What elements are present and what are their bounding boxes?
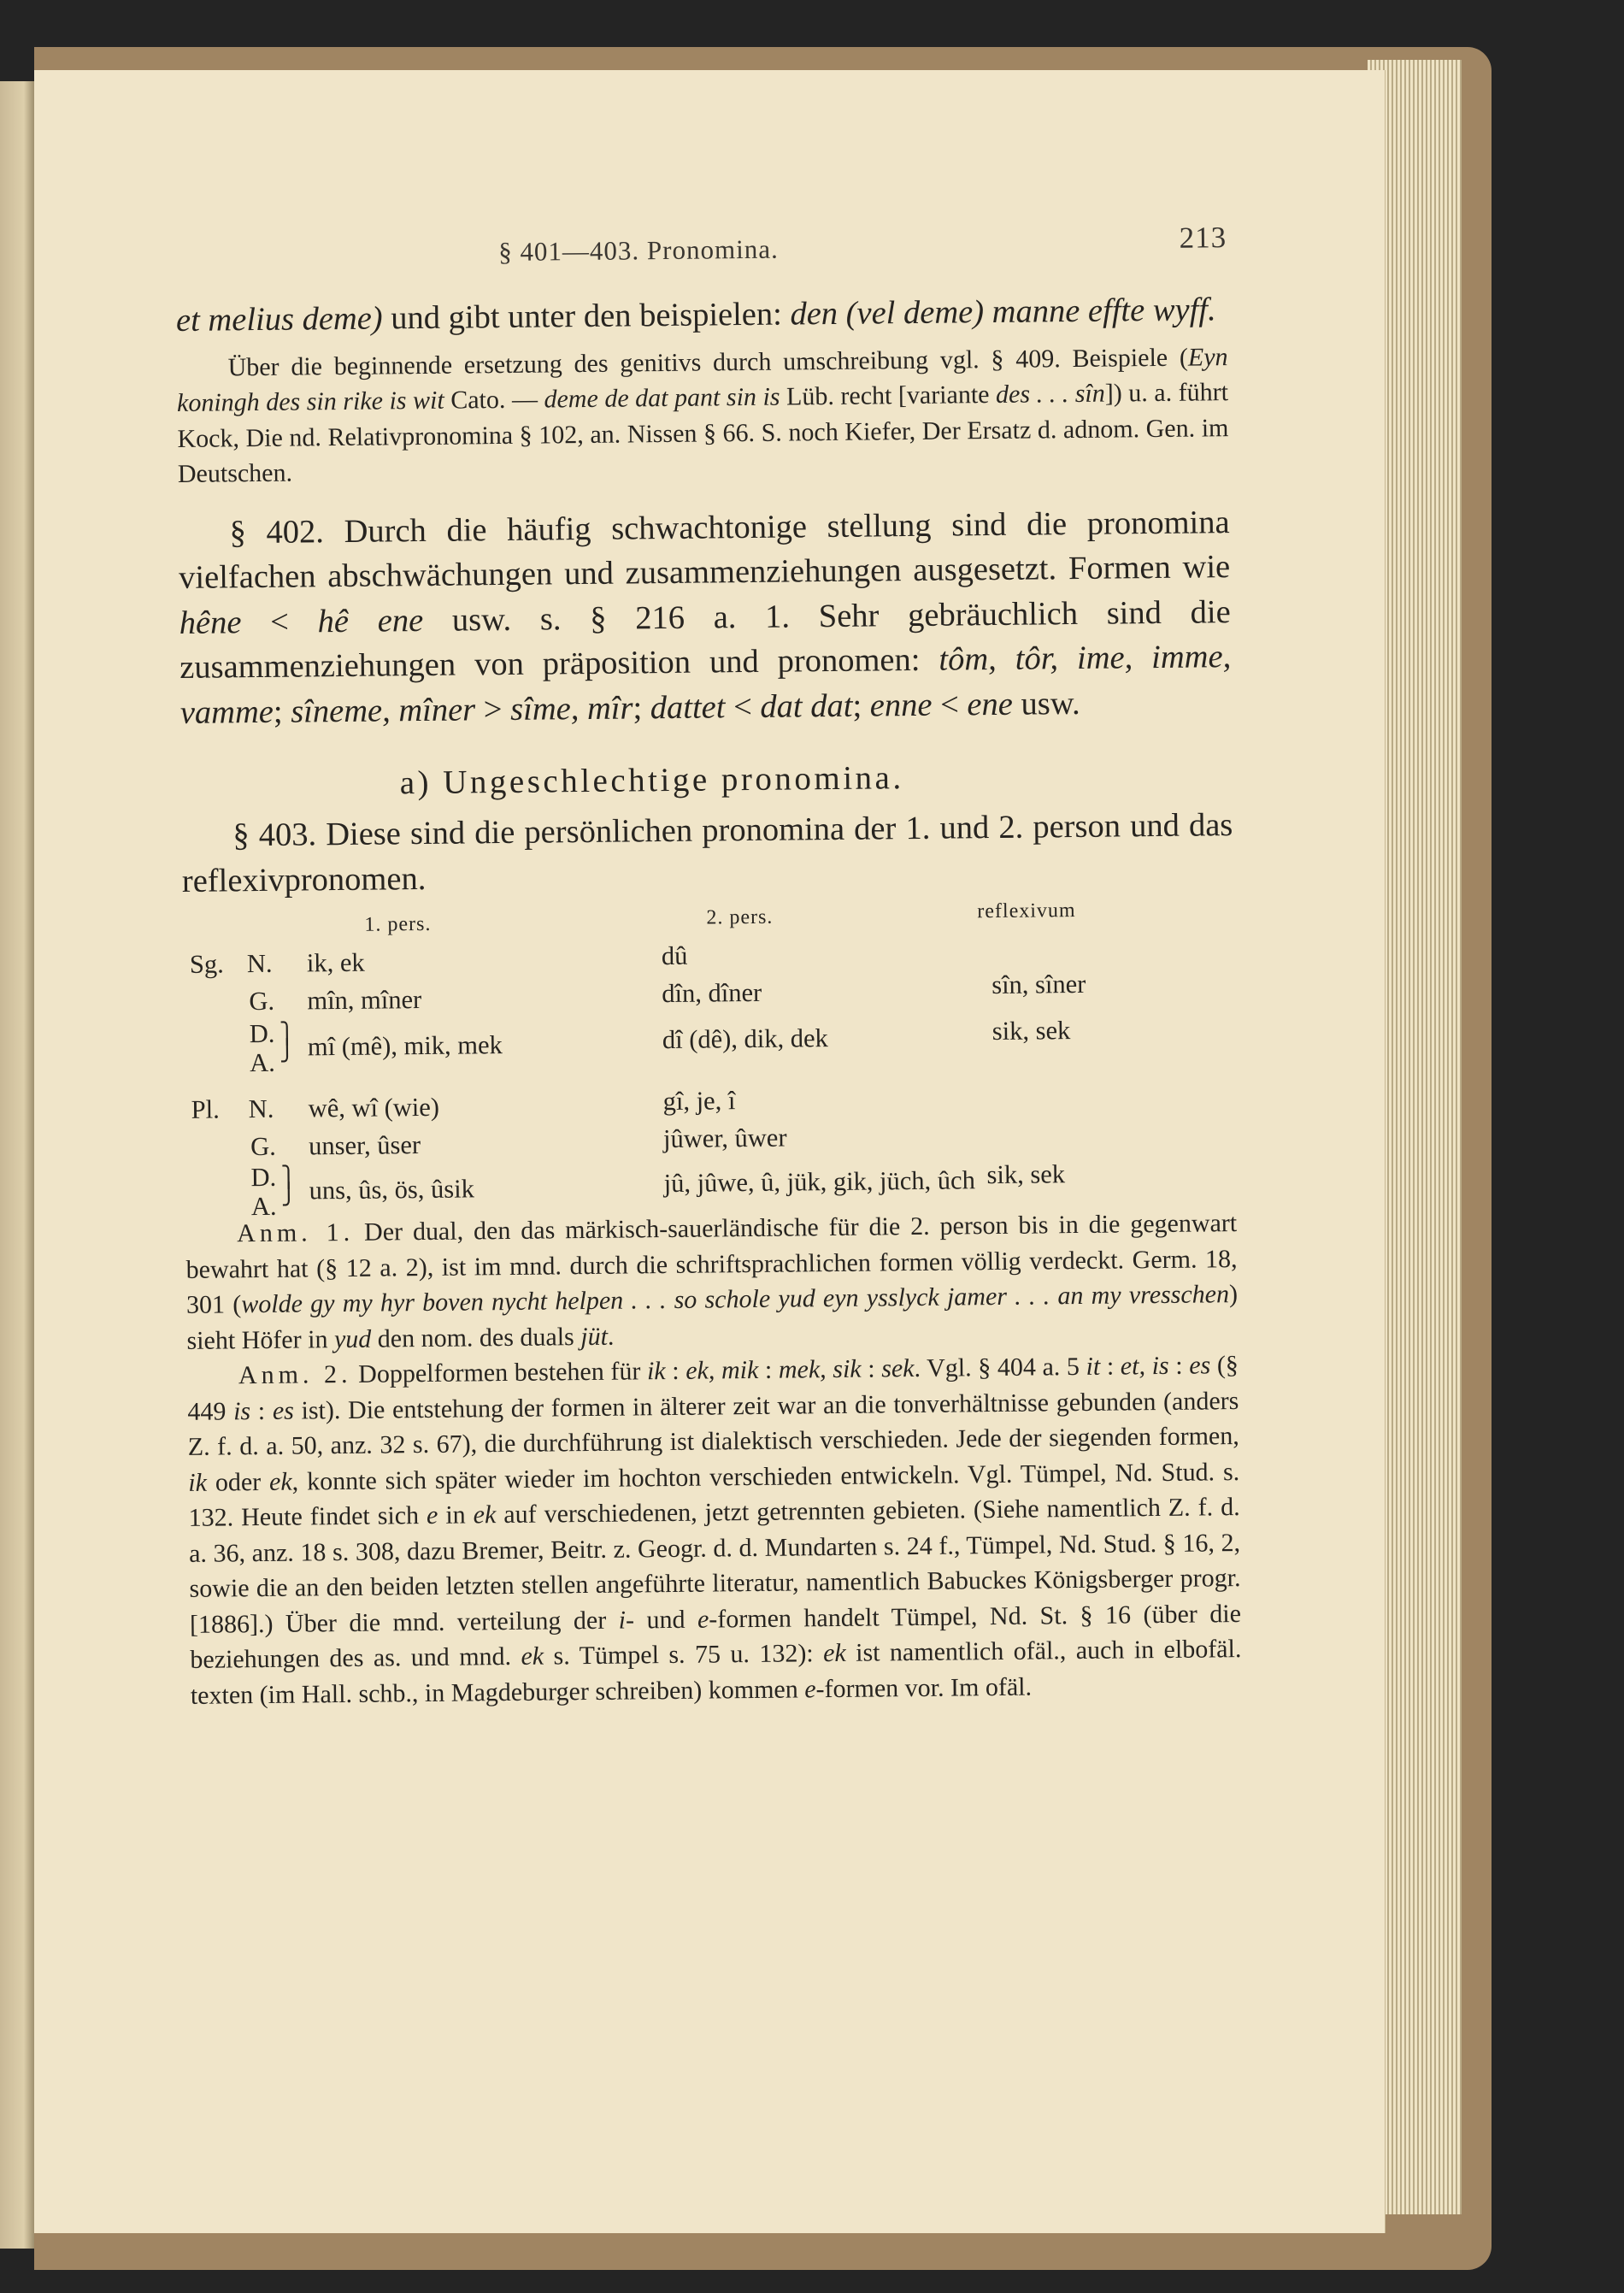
note-label: Anm. 1. (237, 1217, 355, 1248)
table-cell: wê, wî (wie) (308, 1092, 440, 1123)
table-cell: uns, ûs, ös, ûsik (309, 1174, 475, 1205)
italic-phrase: deme de dat pant sin is (544, 382, 780, 414)
table-cell: jûwer, ûwer (662, 1123, 787, 1154)
table-cell: sîn, sîner (991, 969, 1086, 1000)
italic-phrase: ene (967, 686, 1014, 722)
table-cell: sik, sek (991, 1016, 1071, 1046)
page-number: 213 (1179, 221, 1227, 255)
italic-phrase: mek, sik (778, 1354, 862, 1384)
case-label-accusative: A. (249, 1047, 275, 1078)
text-run: Der dual, den das märkisch-sauerländische für die 2. person bis in die gegenwart bewahrt hat (§ 12 a. 2), ist im mnd. durch die schriftsprachlichen formen völlig verdeckt. Germ. 18, 301 ( (185, 1209, 1238, 1319)
case-label-nominative: N. (246, 948, 273, 979)
row-label-plural: Pl. (191, 1094, 220, 1124)
text-run: -formen handelt Tümpel, Nd. St. § 16 (über die beziehungen des as. und mnd. (190, 1599, 1242, 1674)
italic-phrase: sîneme, mîner (290, 691, 476, 730)
italic-phrase: e (697, 1605, 709, 1634)
italic-phrase: it (1086, 1352, 1101, 1381)
case-label-genitive: G. (250, 1131, 276, 1162)
text-run: ; (852, 687, 870, 724)
text-run: > (474, 691, 511, 728)
table-cell: dû (661, 940, 688, 971)
text-run: ]) u. a. führt Kock, Die nd. Relativpronomina § 102, an. Nissen § 66. S. noch Kiefer, Der Ersatz d. adnom. Gen. im Deutschen. (177, 378, 1229, 488)
column-header-reflexivum: reflexivum (977, 899, 1076, 923)
paragraph-402 (178, 500, 1232, 735)
note-paragraph (176, 339, 1229, 492)
italic-phrase: es (272, 1396, 295, 1425)
text-run: Cato. — (444, 385, 544, 415)
italic-phrase: jüt (580, 1322, 609, 1351)
italic-phrase: et, is (1120, 1351, 1169, 1381)
text-run: : (1100, 1352, 1121, 1381)
table-cell: mîn, mîner (307, 985, 422, 1016)
italic-phrase: dattet (650, 688, 726, 726)
italic-phrase: ik (646, 1357, 666, 1386)
italic-phrase: e (804, 1674, 816, 1703)
table-cell: unser, ûser (308, 1130, 421, 1161)
text-run: : (758, 1355, 780, 1384)
italic-phrase: ek, mik (685, 1355, 759, 1385)
italic-phrase: ek (473, 1500, 497, 1530)
italic-phrase: ik (188, 1468, 208, 1497)
table-cell: dîn, dîner (662, 977, 762, 1009)
italic-phrase: hêne (179, 604, 242, 641)
text-run: Lüb. recht [variante (780, 380, 997, 411)
column-header-2-pers: 2. pers. (706, 905, 774, 929)
text-run: : (665, 1356, 686, 1386)
text-run: auf verschiedenen, jetzt getrennten gebieten. (Siehe namentlich Z. f. d. a. 36, anz. 18 s. 308, dazu Bremer, Beitr. z. Geogr. d. d. Mundarten s. 24 f., Tümpel, Nd. Stud. § 16, 2, sowie die an den beiden letzten stellen angeführte literatur, namentlich Babuckes Königsberger progr. [1886].) Über die mnd. verteilung der (188, 1493, 1241, 1639)
table-cell: sik, sek (986, 1159, 1066, 1190)
italic-phrase: ek (521, 1642, 544, 1671)
text-run: : (250, 1396, 274, 1425)
text-run: usw. (1012, 685, 1080, 722)
italic-phrase: is (232, 1396, 251, 1425)
italic-phrase: den (vel deme) manne effte wyff. (790, 292, 1216, 333)
running-title: § 401—403. Pronomina. (498, 233, 779, 268)
italic-phrase: ek (268, 1467, 292, 1496)
case-label-nominative: N. (248, 1093, 274, 1124)
text-run: den nom. des duals (371, 1322, 581, 1353)
page-header (175, 221, 1227, 298)
brace-glyph: ⎫ ⎭ (279, 1023, 296, 1063)
italic-phrase: sek (881, 1354, 915, 1383)
text-run: ) sieht Höfer in (186, 1280, 1239, 1355)
italic-phrase: sîme, mîr (509, 689, 633, 728)
table-cell: gî, je, î (662, 1086, 736, 1117)
text-run: . Vgl. § 404 a. 5 (914, 1352, 1086, 1383)
text-run: , konnte sich später wieder im hochton verschieden entwickeln. Vgl. Tümpel, Nd. Stud. s. 132. Heute findet sich (188, 1457, 1240, 1532)
text-run: ; (273, 693, 291, 730)
text-run: : (1168, 1351, 1190, 1380)
book-page (34, 70, 1386, 2233)
italic-phrase: yud (333, 1324, 372, 1353)
italic-phrase: des . . . sîn (995, 379, 1105, 409)
text-run: -formen vor. Im ofäl. (815, 1672, 1033, 1703)
text-run: < (932, 686, 968, 723)
table-cell: mî (mê), mik, mek (307, 1030, 503, 1062)
text-run: § 402. Durch die häufig schwachtonige stellung sind die pronomina vielfachen abschwächungen und zusammenziehungen ausgesetzt. Formen wie (178, 504, 1231, 596)
case-label-genitive: G. (249, 986, 275, 1017)
italic-phrase: enne (869, 687, 933, 724)
text-run: (§ 449 (187, 1351, 1239, 1426)
text-run: s. Tümpel s. 75 u. 132): (543, 1639, 824, 1671)
text-run: - und (625, 1605, 698, 1635)
italic-phrase: Eyn koningh des sin rike is wit (176, 342, 1228, 417)
text-run: ; (633, 689, 650, 726)
left-page-edge (0, 81, 34, 2249)
text-run: und gibt unter den beispielen: (382, 296, 791, 337)
text-run: ist namentlich ofäl., auch in elbofäl. texten (im Hall. schb., in Magdeburger schreiben) kommen (190, 1635, 1242, 1710)
italic-phrase: es (1189, 1351, 1211, 1380)
text-run: < (241, 603, 318, 640)
text-run: . (607, 1322, 615, 1351)
text-run: in (438, 1500, 474, 1530)
note-label: Anm. 2. (238, 1359, 352, 1390)
text-run: oder (206, 1467, 270, 1497)
text-run: < (725, 688, 761, 725)
table-cell: ik, ek (306, 947, 365, 978)
italic-phrase: dat dat (760, 687, 853, 725)
case-label-dative: D. (249, 1018, 275, 1049)
text-run: : (861, 1354, 882, 1383)
paragraph-403: § 403. Diese sind die persönlichen pronomina der 1. und 2. person und das reflexivpronomen. (181, 807, 1233, 899)
italic-phrase: et melius deme) (175, 300, 383, 339)
table-cell: dî (dê), dik, dek (662, 1023, 829, 1055)
anmerkung-2 (187, 1347, 1242, 1713)
table-cell: jû, jûwe, û, jük, gik, jüch, ûch (663, 1165, 976, 1199)
section-heading: a) Ungeschlechtige pronomina. (399, 759, 904, 802)
text-run: ist). Die entstehung der formen in älterer zeit war an die tonverhältnisse gebunden (anders Z. f. d. a. 50, anz. 32 s. 67), die durchführung ist dialektisch verschieden. Jede der siegenden formen, (187, 1386, 1239, 1461)
case-label-accusative: A. (250, 1191, 277, 1222)
text-run: Über die beginnende ersetzung des genitivs durch umschreibung vgl. § 409. Beispiele ( (227, 343, 1189, 381)
brace-glyph: ⎫ ⎭ (280, 1166, 297, 1206)
column-header-1-pers: 1. pers. (364, 912, 432, 936)
page-content (175, 221, 1246, 2084)
row-label-singular: Sg. (189, 949, 224, 979)
italic-phrase: tôm, tôr, ime, imme, vamme (179, 639, 1232, 731)
anmerkung-1 (185, 1205, 1239, 1359)
italic-phrase: wolde gy my hyr boven nycht helpen . . . so schole yud eyn ysslyck jamer . . . an my vresschen (241, 1280, 1230, 1319)
text-run: usw. s. § 216 a. 1. Sehr gebräuchlich sind die zusammenziehungen von präposition und pronomen: (179, 593, 1231, 686)
text-run: Doppelformen bestehen für (351, 1357, 648, 1388)
italic-phrase: i (618, 1606, 627, 1635)
pronoun-table (182, 894, 1237, 1222)
italic-phrase: ek (822, 1638, 846, 1668)
case-label-dative: D. (250, 1162, 277, 1193)
italic-phrase: hê ene (317, 602, 424, 640)
italic-phrase: e (426, 1500, 438, 1530)
